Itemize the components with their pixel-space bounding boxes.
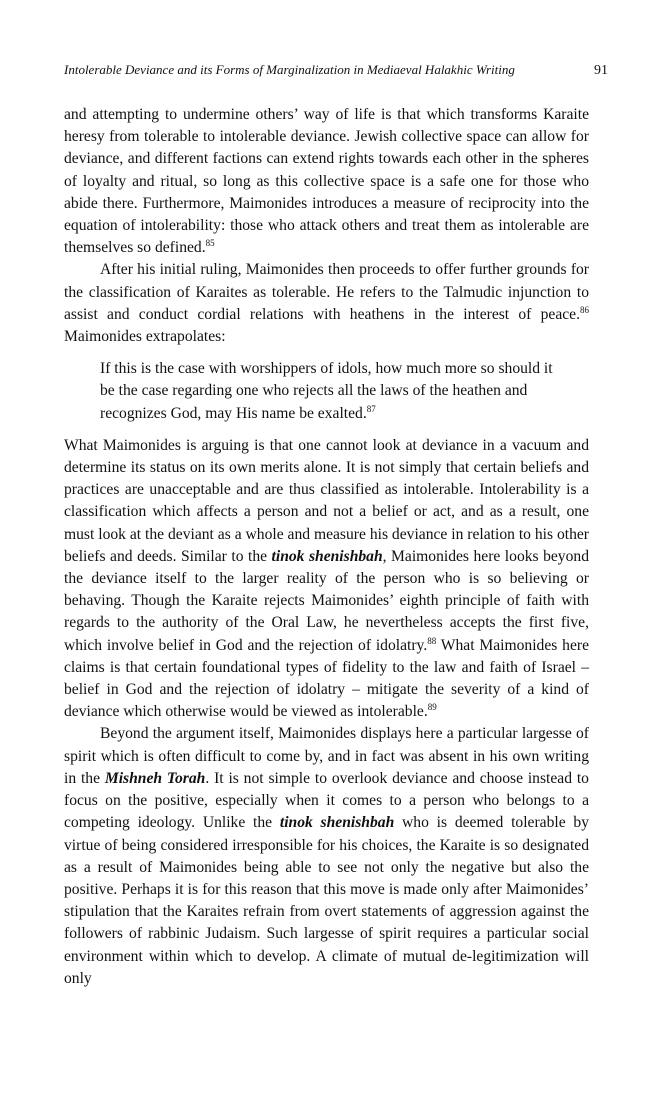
paragraph	[64, 723, 589, 989]
text-run: What Maimonides is arguing is that one cannot look at deviance in a vacuum and determine its status on its own merits alone. It is not simply that certain beliefs and practices are unacceptable and are thus classified as intolerable. Intolerability is a classification which affects a person and not a belief or act, and as a result, one must look at the deviant as a whole and measure his deviance in relation to his other beliefs and deeds. Similar to the	[64, 436, 589, 565]
text-run: . It is not simple to overlook deviance and choose instead to focus on the positive, especially when it comes to a person who belongs to a competing ideology. Unlike the	[64, 769, 589, 832]
footnote-ref: 86	[580, 304, 589, 315]
text-run: After his initial ruling, Maimonides then proceeds to offer further grounds for the classification of Karaites as tolerable. He refers to the Talmudic injunction to assist and conduct cordial relations with heathens in the interest of peace.	[64, 261, 589, 323]
footnote-ref: 85	[205, 238, 215, 249]
footnote-ref: 89	[427, 702, 437, 713]
text-run: If this is the case with worshippers of idols, how much more so should it be the case regarding one who rejects all the laws of the heathen and recognizes God, may His name be exalted.	[100, 360, 553, 422]
paragraph	[64, 104, 589, 259]
text-run: , Maimonides here looks beyond the deviance itself to the larger reality of the person who is so believing or behaving. Though the Karaite rejects Maimonides’ eighth principle of faith with regards to the authority of the Oral Law, he nevertheless accepts the first five, which involve belief in God and the rejection of idolatry.	[64, 547, 589, 654]
text-run: What Maimonides here claims is that certain foundational types of fidelity to the law and faith of Israel – belief in God and the rejection of idolatry – mitigate the severity of a kind of deviance which otherwise would be viewed as intolerable.	[64, 636, 589, 721]
paragraph	[64, 435, 589, 724]
page-number: 91	[594, 63, 608, 78]
text-run: Maimonides extrapolates:	[64, 328, 226, 346]
text-run: who is deemed tolerable by virtue of being considered irresponsible for his choices, the Karaite is so designated as a result of Maimonides being able to see not only the negative but also the positive. Perhaps it is for this reason that this move is made only after Maimonides’ stipulation that the Karaites refrain from overt statements of aggression against the followers of rabbinic Judaism. Such largesse of spirit requires a particular social environment within which to develop. A climate of mutual de-legitimization will only	[64, 814, 589, 987]
emphasized-term: tinok shenishbah	[279, 814, 395, 832]
text-run: Beyond the argument itself, Maimonides displays here a particular largesse of spirit which is often difficult to come by, and in fact was absent in his own writing in the	[64, 725, 589, 787]
block-quote	[100, 358, 571, 425]
paragraph	[64, 259, 589, 348]
body-text	[64, 104, 589, 990]
emphasized-term: Mishneh Torah	[104, 769, 206, 787]
running-head	[64, 62, 610, 84]
running-title: Intolerable Deviance and its Forms of Marginalization in Mediaeval Halakhic Writing	[64, 62, 515, 77]
footnote-ref: 87	[366, 403, 376, 414]
text-run: and attempting to undermine others’ way of life is that which transforms Karaite heresy from tolerable to intolerable deviance. Jewish collective space can allow for deviance, and different factions can extend rights towards each other in the spheres of loyalty and ritual, so long as this collective space is a safe one for those who abide there. Furthermore, Maimonides introduces a measure of reciprocity into the equation of intolerability: those who attack others and treat them as intolerable are themselves so defined.	[64, 106, 589, 257]
footnote-ref: 88	[427, 635, 437, 646]
emphasized-term: tinok shenishbah	[271, 547, 383, 565]
